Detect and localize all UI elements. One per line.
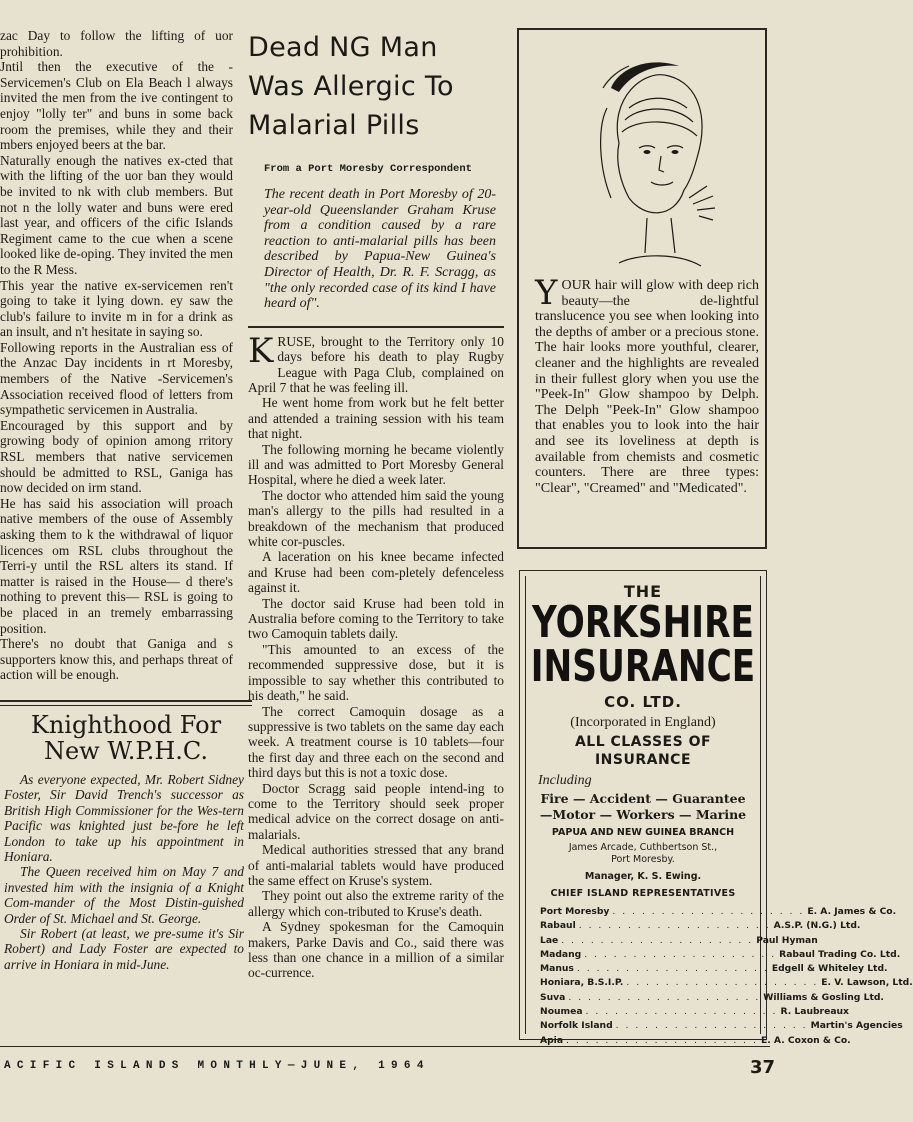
representative-row: [540, 948, 901, 962]
representative-row: [540, 976, 913, 990]
knighthood-article: [0, 700, 252, 972]
representative-agent: E. A. Coxon & Co.: [760, 1034, 851, 1046]
incorporation-note: (Incorporated in England): [570, 715, 716, 730]
paragraph: Medical authorities stressed that any brand of anti-malarial tablets would have produced the same effect on Kruse's system.: [248, 842, 504, 888]
representative-row: [540, 1019, 903, 1033]
representative-place: Apia: [540, 1034, 564, 1046]
paragraph: The following morning he became violently ill and was admitted to Port Moresby General Hospital, where he died a week later.: [248, 441, 504, 488]
paragraph: They point out also the extreme rarity of the allergy which con-tributed to Kruse's death.: [248, 888, 504, 919]
branch-address: James Arcade, Cuthbertson St., Port Moresby.: [568, 842, 718, 865]
representative-agent: A.S.P. (N.G.) Ltd.: [773, 920, 861, 932]
paragraph: Jntil then the executive of the -Servicemen's Club on Ela Beach l always invited the men from the ive contingent to enjoy "lolly ter" and buns in some back room the premises, while they and their mbers enjoyed beers at the bar.: [0, 59, 233, 153]
paragraph: Doctor Scragg said people intend-ing to come to the Territory should seek proper medical advice on the correct dosage on anti-malarials.: [248, 780, 504, 842]
paragraph: The doctor said Kruse had been told in Australia before coming to the Territory to take two Camoquin tablets daily.: [248, 595, 504, 642]
representative-agent: Edgell & Whiteley Ltd.: [771, 963, 888, 975]
representative-agent: Martin's Agencies: [810, 1020, 903, 1032]
leader-dots: . . . . . . . . . . . . . . . . . . . .: [561, 934, 754, 946]
company-name-line1: YORKSHIRE: [532, 597, 754, 648]
knighthood-body: [0, 772, 252, 972]
leader-dots: . . . . . . . . . . . . . . . . . . . .: [626, 977, 819, 989]
paragraph: KRUSE, brought to the Territory only 10 days before his death to play Rugby League with Paga Club, complained on April 7 that he was feeling ill.: [248, 330, 504, 395]
representative-agent: R. Laubreaux: [780, 1006, 849, 1018]
representative-agent: Williams & Gosling Ltd.: [763, 991, 884, 1003]
classes-heading: ALL CLASSES OF INSURANCE: [574, 734, 712, 768]
insurance-types: Fire — Accident — Guarantee —Motor — Workers — Marine: [539, 791, 747, 822]
leader-dots: . . . . . . . . . . . . . . . . . . . .: [568, 991, 761, 1003]
leader-dots: . . . . . . . . . . . . . . . . . . . .: [612, 906, 805, 917]
divider: [0, 700, 252, 702]
representative-row: [540, 962, 888, 976]
paragraph: "This amounted to an excess of the recommended suppressive dose, but it is impossible to say whether this contributed to his death," he said.: [248, 641, 504, 704]
drop-cap: Y: [535, 273, 558, 313]
page-number: 37: [750, 1057, 776, 1078]
representative-row: [540, 934, 818, 948]
representative-place: Honiara, B.S.I.P.: [540, 977, 624, 989]
paragraph: He has said his association will proach native members of the ouse of Assembly asking them to k the withdrawal of liquor licences om RSL clubs throughout the Terri-y until the RSL alters its stand. If matter is raised in the House— d there's nothing to prevent this— RSL is going to be placed in an tremely embarrassing position.: [0, 495, 233, 636]
representative-place: Suva: [540, 991, 566, 1003]
representative-agent: Rabaul Trading Co. Ltd.: [779, 948, 901, 960]
leader-dots: . . . . . . . . . . . . . . . . . . . .: [578, 920, 771, 932]
representative-place: Port Moresby: [540, 906, 610, 917]
shampoo-ad-copy: YOUR hair will glow with deep rich beauty—the de-lightful translucence you see when looking into the depths of amber or a precious stone. The hair looks more youthful, clearer, cleaner and the highlights are revealed in their fullest glory when you use the "Peek-In" Glow shampoo by Delph. The Delph "Peek-In" Glow shampoo that enables you to look into the hair and see its loveliness at depth is available from chemists and cosmetic counters. There are three types: "Clear", "Creamed" and "Medicated".: [535, 273, 759, 496]
paragraph: There's no doubt that Ganiga and s supporters know this, and perhaps threat of action will be enough.: [0, 636, 233, 683]
representative-place: Noumea: [540, 1006, 583, 1018]
representative-agent: E. A. James & Co.: [807, 906, 897, 917]
representatives-list: [540, 905, 913, 1048]
knighthood-headline: Knighthood For New W.P.H.C.: [30, 711, 222, 765]
including-label: Including: [538, 773, 592, 788]
running-footer: ACIFIC ISLANDS MONTHLY—JUNE, 1964: [4, 1060, 430, 1072]
representative-place: Norfolk Island: [540, 1020, 613, 1032]
paragraph: This year the native ex-servicemen ren't going to take it lying down. ey saw the club's failure to invite m in for a drink as an insult, and n't hesitate in saying so.: [0, 277, 233, 340]
footer-divider: [0, 1046, 770, 1047]
paragraph: The doctor who attended him said the young man's allergy to the pills had resulted in a breakdown of the mechanism that produced white cor-puscles.: [248, 487, 504, 550]
paragraph: A laceration on his knee became infected and Kruse had been com-pletely defenceless against it.: [248, 549, 504, 596]
paragraph: Naturally enough the natives ex-cted that with the lifting of the uor ban they would be invited to nk with club members. But not n the lolly water and buns were ered last year, and officers of the cific Islands Regiment came to the cue when a scene looked like de-oping. They invited the men to the R Mess.: [0, 152, 233, 277]
paragraph: The correct Camoquin dosage as a suppressive is two tablets on the same day each week. A treatment course is 10 tablets—four the first day and three each on the second and third days but this is not a toxic dose.: [248, 703, 504, 781]
drop-cap: K: [248, 330, 274, 371]
representative-agent: E. V. Lawson, Ltd.: [821, 977, 913, 989]
paragraph: A Sydney spokesman for the Camoquin makers, Parke Davis and Co., said there was less than one chance in a million of a similar oc-currence.: [248, 919, 504, 981]
representative-row: [540, 991, 884, 1005]
article-standfirst: The recent death in Port Moresby of 20-year-old Queenslander Graham Kruse from a condition caused by a rare reaction to anti-malarial pills has been described by Papua-New Guinea's Director of Health, Dr. R. F. Scragg, as "the only recorded case of its kind I have heard of".: [264, 187, 496, 312]
representative-place: Rabaul: [540, 920, 576, 932]
paragraph: Following reports in the Australian ess of the Anzac Day incidents in rt Moresby, members of the Native -Servicemen's Association received flood of letters from sympathetic servicemen in Australia.: [0, 339, 233, 418]
paragraph: zac Day to follow the lifting of uor prohibition.: [0, 28, 233, 59]
woman-portrait-illustration: [589, 48, 719, 288]
paragraph: Encouraged by this support and by growing body of opinion among rritory RSL members that native servicemen should be admitted to RSL, Ganiga has now decided on irm stand.: [0, 417, 233, 496]
divider: [0, 705, 252, 706]
leader-dots: . . . . . . . . . . . . . . . . . . . .: [576, 963, 769, 975]
leader-dots: . . . . . . . . . . . . . . . . . . . .: [615, 1020, 808, 1032]
paragraph: The Queen received him on May 7 and invested him with the insignia of a Knight Com-mander of the Most Distin-guished Order of St. Michael and St. George.: [4, 864, 244, 926]
branch-manager: Manager, K. S. Ewing.: [584, 871, 702, 882]
representative-row: [540, 1005, 849, 1019]
article-headline: Dead NG Man Was Allergic To Malarial Pills: [248, 32, 454, 141]
main-article: [248, 28, 504, 981]
representative-row: [540, 919, 861, 933]
paragraph: He went home from work but he felt better and attended a training session with his team that night.: [248, 395, 504, 442]
paragraph: Sir Robert (at least, we pre-sume it's Sir Robert) and Lady Foster are expected to arrive in Honiara in mid-June.: [4, 926, 244, 972]
article-byline: From a Port Moresby Correspondent: [264, 163, 472, 175]
company-suffix: CO. LTD.: [604, 693, 682, 711]
representative-place: Manus: [540, 963, 574, 975]
company-name-line2: INSURANCE: [530, 641, 756, 692]
left-column-article: [0, 28, 233, 683]
leader-dots: . . . . . . . . . . . . . . . . . . . .: [566, 1034, 758, 1046]
representative-row: [540, 905, 897, 919]
representative-place: Lae: [540, 934, 559, 946]
shampoo-advertisement: [517, 28, 767, 549]
paragraph: As everyone expected, Mr. Robert Sidney Foster, Sir David Trench's successor as British High Commissioner for the Wes-tern Pacific was knighted just be-fore he left London to take up his appointment in Honiara.: [4, 772, 244, 865]
leader-dots: . . . . . . . . . . . . . . . . . . . .: [585, 1006, 778, 1018]
representatives-heading: CHIEF ISLAND REPRESENTATIVES: [550, 888, 736, 899]
representative-agent: Paul Hyman: [756, 934, 818, 946]
ad-heading-the: THE: [623, 582, 663, 601]
divider: [248, 326, 504, 328]
branch-heading: PAPUA AND NEW GUINEA BRANCH: [551, 827, 735, 838]
representative-place: Madang: [540, 948, 582, 960]
insurance-ad-frame: [525, 576, 913, 1046]
leader-dots: . . . . . . . . . . . . . . . . . . . .: [584, 948, 777, 960]
insurance-advertisement: [519, 570, 913, 1046]
